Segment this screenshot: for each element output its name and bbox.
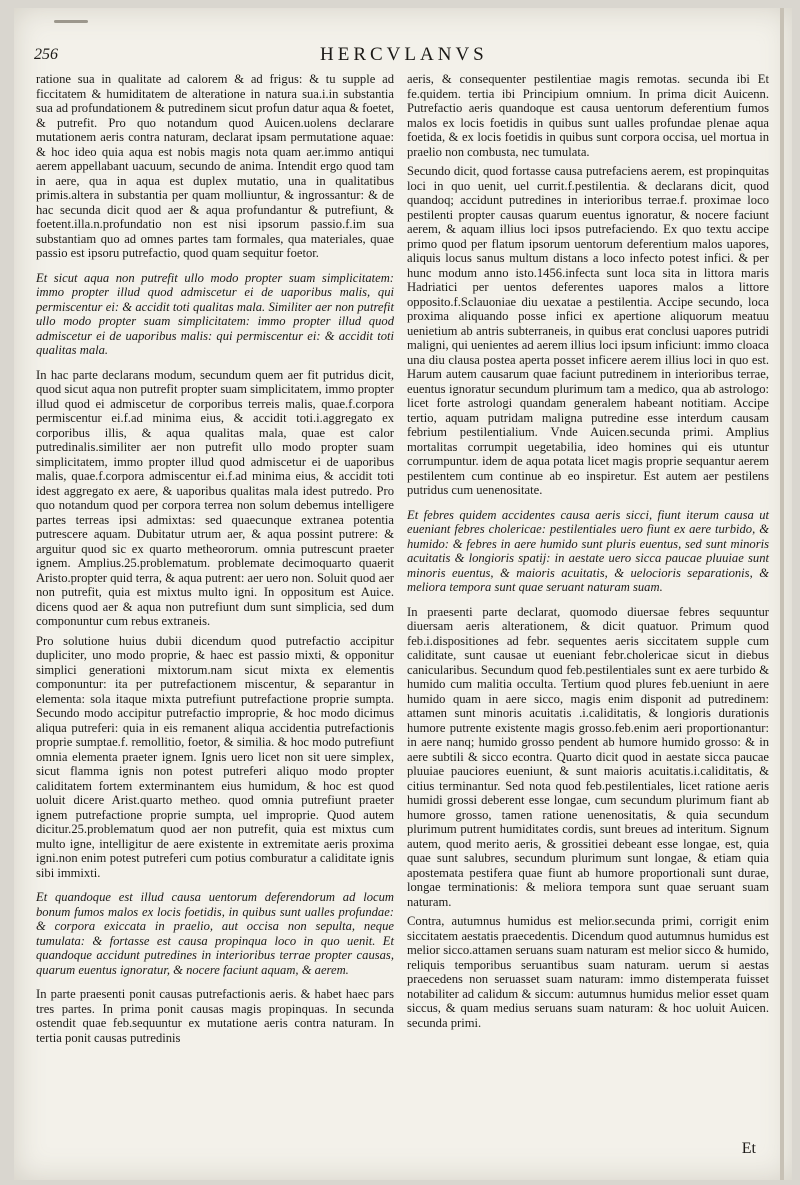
- page-header: [34, 46, 752, 70]
- page-number: 256: [34, 46, 58, 63]
- text-passage: Et quandoque est illud causa uentorum deferendorum ad locum bonum fumos malos ex locis foetidis, in quibus sunt ualles profundae: & corpora exiccata in praelio, aut occisa non sepulta, neque tumulata: & fortasse est causa propinqua loco in quo uenit. Et quandoque accidunt putredines in interioribus terrae propter causas, quarum euentus ignoratur, & nocere faciunt aquam, & aerem.: [36, 890, 394, 977]
- commentary-paragraph: Contra, autumnus humidus est melior.secunda primi, corrigit enim siccitatem aestatis praecedentis. Dicendum quod autumnus humidus est melior sicco.attamen seruans suam naturam est melior sicco & humido, reliquis temporibus seruantibus suam naturam. uerum si aestas praecedens non seruasset suam naturam: immo distemperata fuisset notabiliter ad calidum & siccum: autumnus humidus melior esset quam siccus, & quam medius seruans suam naturam: & hoc uoluit Auicen. secunda primi.: [407, 914, 769, 1030]
- catchword: Et: [741, 1140, 756, 1157]
- commentary-paragraph: aeris, & consequenter pestilentiae magis remotas. secunda ibi Et fe.quidem. tertia ibi Principium omnium. In prima dicit Auicenn. Putrefactio aeris quandoque est causa uentorum deferentium fumos malos ex locis foetidis in quibus sunt ualles profundae plenae aqua foetida, & ex locis foetidis in quibus sunt corpora occisa, uel mortua in praelio non combusta, nec tumulata.: [407, 72, 769, 159]
- commentary-paragraph: Secundo dicit, quod fortasse causa putrefaciens aerem, est propinquitas loci in quo uenit, uel currit.f.pestilentia. & declarans dicit, quod quandoq; accidunt putredines in interioribus terrae.f. proximae loco pestilenti propter causas quarum euentus ignoratur, & nocere faciunt aerem, & aquam illius loci ipsos putrefaciendo. Ex quo textu accipe primo quod per flatum ipsorum uentorum deferentium malos uapores, aliquis locus sanus multum distans a loco infecto potest infici. & per hunc modum anno isto.1456.infecta sunt loca sita in littora maris Hadriatici per uentos deferentes uapores malos a littore opposito.f.Sclauoniae diu uexatae a pestilentia. Accipe secundo, loca proxima aliquando posse infici ex apertione aliquorum meatuu uenietium ab antris subterraneis, in quibus erat conclusi uapores putridi maligni, qui uenientes ad aerem illius loci ipsum inficiunt: immo cloaca una diu clausa postea aperta posset inficere aerem illius loci in quo est. Harum autem causarum quae faciunt putredinem in interioribus terrae, euentus ignoratur secundum plurimum tam a medico, qua ab astrologo: licet forte astrologi quandam generalem habeant notitiam. Accipe tertio, aquam putridam maligna putredine esse interdum causam febrium pestilentialium. Vnde Auicen.secunda primi. Amplius mortalitas corrumpit uegetabilia, ideo homines qui eis utuntur corrumpuntur. idem de aqua potata licet magis proprie sequantur aerem pestilentem cum continue ab eo inspiretur. Est autem aer pestilens putridus cum uenenositate.: [407, 164, 769, 497]
- commentary-paragraph: In hac parte declarans modum, secundum quem aer fit putridus dicit, quod sicut aqua non putrefit propter suam simplicitatem, immo propter illud quod ei admiscetur de corporibus terreis malis, quae.f.corpora permiscentur ei.f.ad minima eius, & accidit toti.i.aggregato ex corporibus illis, & aqua qualitas mala, quae est calor putredinalis.similiter aer non putrefit ullo modo propter suam simplicitatem, immo propter illud quod admiscetur ei de uaporibus malis, quae.f.corpora admiscentur ei.f.ad minima eius, & accidit toti idest aggregato ex aere, & uaporibus qualitas mala idest putredo. Pro quo notandum quod per corpora terrea non solum debemus intelligere partes terreas ipsi admixtas: sed quaecunque extranea potentia putrescere aquam. Dubitatur utrum aer, & aqua possint putrere: & arguitur quod sic ex quarto metheororum. omnia putrescunt praeter ignem. Amplius.25.problematum. problemate decimoquarto quaerit Aristo.propter quid terra, & aqua putrent: aer uero non. Soluit quod aer non putrefit, quia est mixtus multo igni. In oppositum est Auice. dicens quod aer & aqua non putrefiunt dum sunt simplicia, sed dum componuntur cum rebus extraneis.: [36, 367, 394, 628]
- running-head: HERCVLANVS: [320, 44, 488, 65]
- text-passage: Et sicut aqua non putrefit ullo modo propter suam simplicitatem: immo propter illud quod admiscetur ei de uaporibus malis, qui permiscentur ei: & accidit toti qualitas mala. Similiter aer non putrefit ullo modo propter suam simplicitatem: immo propter illud quod admiscetur ei de uaporibus malis: qui permiscentur ei: & accidit toti qualitas mala.: [36, 270, 394, 357]
- commentary-paragraph: Pro solutione huius dubii dicendum quod putrefactio accipitur dupliciter, uno modo proprie, & haec est passio mixti, & opponitur simplici generationi mixtorum.nam sicut mixta ex elementis componuntur: ita per putrefactionem miscentur, & separantur in elementa: sola itaque mixta putrefiunt putrefactione proprie sumpta. Secundo modo accipitur putrefactio improprie, & hoc modo dicimus aliqua putreferi: quia in eis remanent aliqua accidentia putrefactionis proprie sumptae.f. remollitio, foetor, & similia. & hoc modo putrefiunt omnia elementa praeter ignem. Ignis uero licet non sit uere simplex, sicut flamma ignis non potest putreferi aliquo modo propter caliditatem fortem exterminantem eius humidum, & hoc est quod uoluit dicere Arist.quarto metheo. quod omnia putrefiunt praeter ignem putrefactione proprie sumpta, uel improprie. Quod autem dicitur.25.problematum quod aer non putrefit, quia est mixtus cum multo igne, intelligitur de aere existente in extremitate aeris proxima igni.non enim potest putreferi cum potius comburatur a caliditate ignis sibi immixti.: [36, 633, 394, 880]
- commentary-paragraph: In parte praesenti ponit causas putrefactionis aeris. & habet haec pars tres partes. In prima ponit causas magis propinquas. In secunda ostendit quae feb.sequuntur ex mutatione aeris contra naturam. In tertia ponit causas putredinis: [36, 987, 394, 1045]
- page-edge: [780, 8, 784, 1180]
- text-passage: Et febres quidem accidentes causa aeris sicci, fiunt iterum causa ut eueniant febres cholericae: pestilentiales uero fiunt ex aere turbido, & humido: & febres in aere humido sunt pluris euentus, sed sunt minoris acuitatis & longioris spatij: in aestate uero sicca paucae pluuiae sunt minoris euentus, & maioris acuitatis, & uelocioris separationis, & meliora tempora sunt quae seruant naturam suam.: [407, 507, 769, 594]
- book-page: [14, 8, 792, 1180]
- left-column: [36, 72, 394, 1050]
- commentary-paragraph: ratione sua in qualitate ad calorem & ad frigus: & tu supple ad ficcitatem & humiditatem de alteratione in natura sua.i.in substantia sua ad profundationem & putredinem sicut profun datur aqua & foetet, & putrefit. Pro quo notandum quod Auicen.uolens declarare mutationem aeris contra naturam, declarat ipsam permutatione aquae: & hoc ideo quia aqua est nobis magis nota quam aer.immo antiqui aerem appellabant uacuum, secundo de anima. Intendit ergo quod tam in aere, qua in aqua est duplex mutatio, una in qualitatibus primis.altera in substantia per quam molliuntur, & ingrossantur: & de hac secunda dicit quod aer & aqua profundantur & putrefiunt, & foetent.illa.n.profundatio non est nisi ipsorum passio.f.im sua substantiam quo ad omnes partes tam formales, qua materiales, quae passio est ipsoru putrefactio, quod quam sequitur foetor.: [36, 72, 394, 260]
- commentary-paragraph: In praesenti parte declarat, quomodo diuersae febres sequuntur diuersam aeris alterationem, & dicit quatuor. Primum quod feb.i.dispositiones ad febr. sequentes aeris siccitatem supple cum caliditate, sunt causae ut eueniant febr.cholericae sicut in diebus canicularibus. Secundum quod feb.pestilentiales sunt ex aere turbido & humido cum malitia occulta. Tertium quod plures feb.ueniunt in aere humido quam in aere sicco, magis enim disponit ad putredinem: attamen sunt minoris acuitatis .i.caliditatis, & longioris durationis humore putrente existente magis grosso.feb.enim aeri proportionantur: in aere nanq; humido grosso pendent ab humore humido grosso: & in aere subtili & sicco econtra. Quarto dicit quod in aestate sicca paucae pluuiae pauciores eueniunt, & sunt maioris acuitatis.i.caliditatis, & citius terminantur. Sed nota quod feb.pestilentiales, licet ratione aeris humidi grossi deberent esse longae, cum secundum plurimum fiant ab humore grosso, tamen ratione uenenositatis, & quia secundum plurimum putrent humiditates cordis, sunt breues ad interitum. Signum autem, quod merito aeris, & grossitiei debeant esse longae, est, quia quae sunt salubres, secundum plurimum sunt longae, & etiam quia apostemata pestifera quae fiunt ab humore proportionali sunt durae, longae terminationis: & meliora tempora sunt quae seruant suam naturam.: [407, 604, 769, 909]
- ink-smudge: [54, 20, 88, 23]
- right-column: [407, 72, 769, 1035]
